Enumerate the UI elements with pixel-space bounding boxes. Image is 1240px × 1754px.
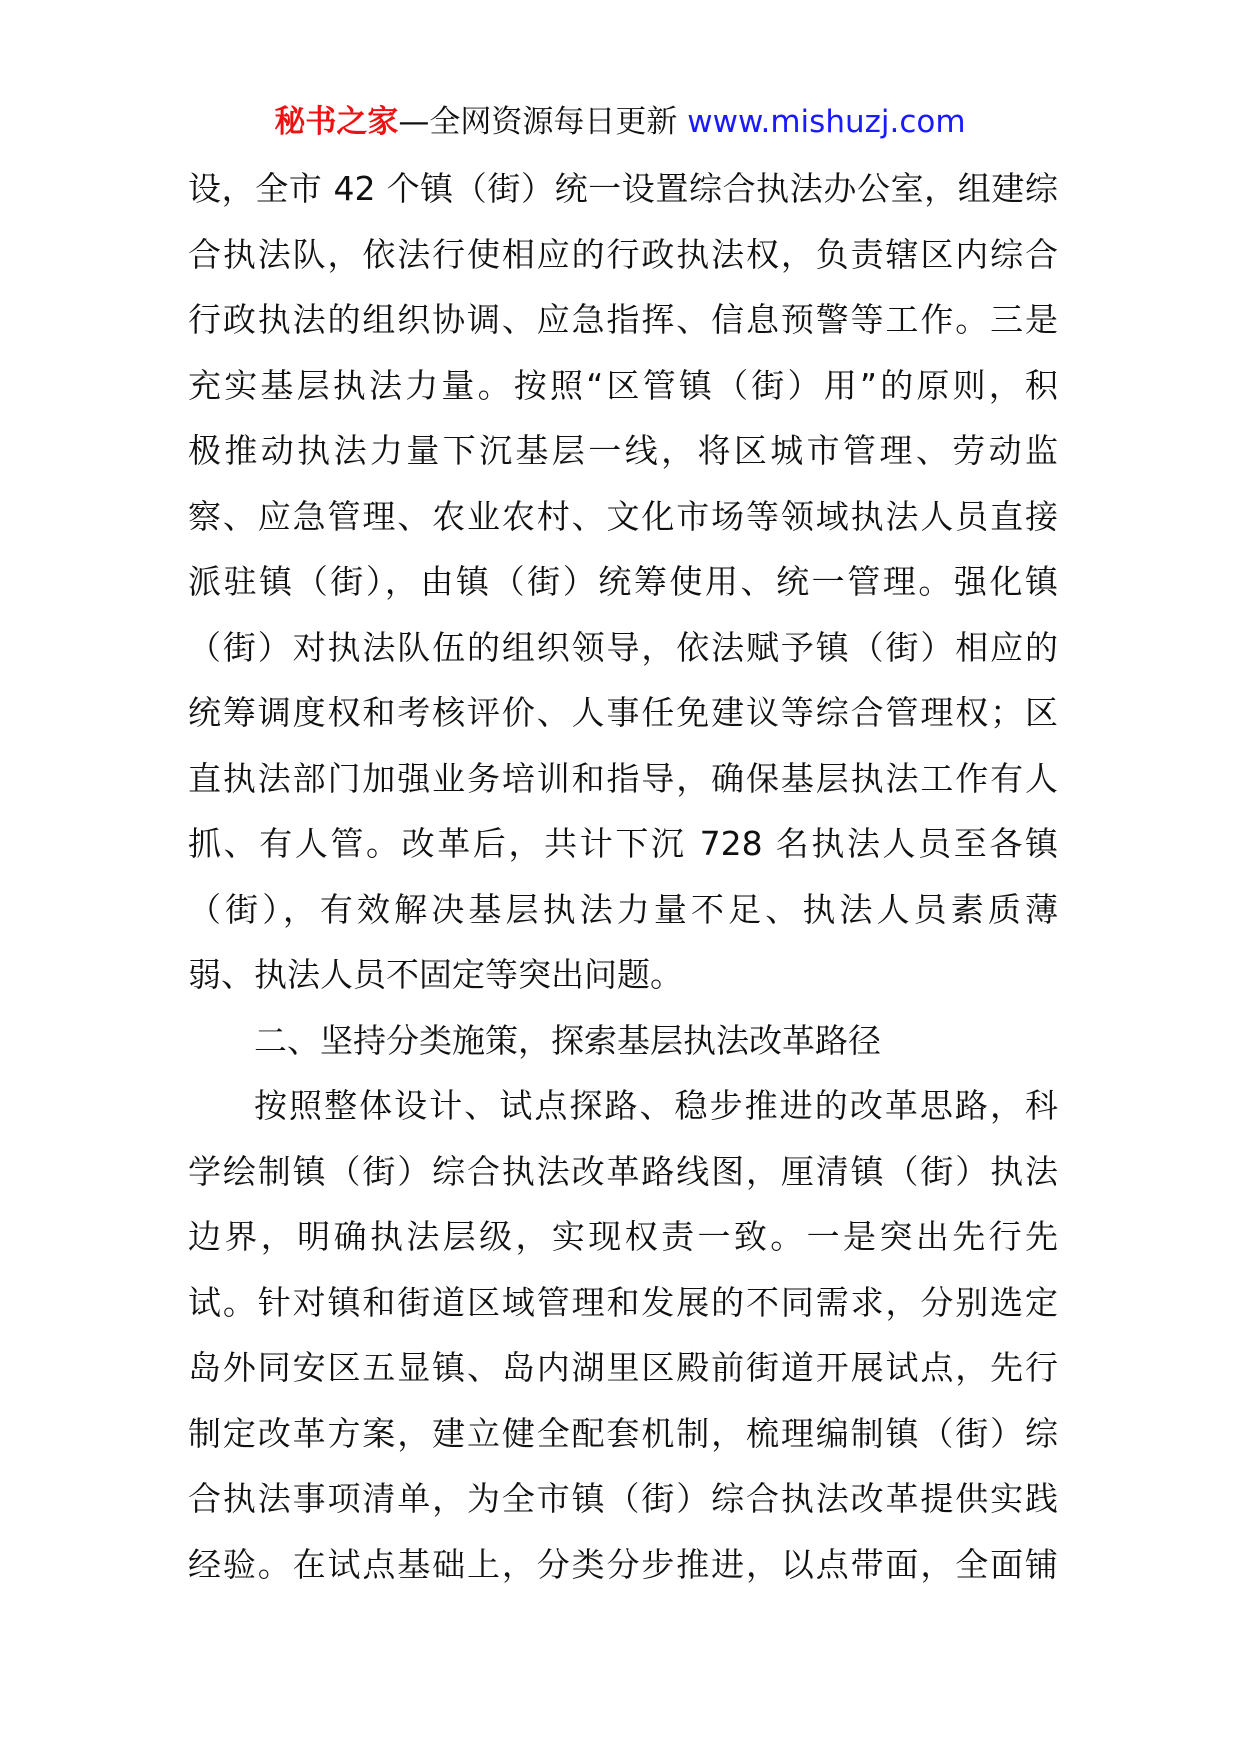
text-line: 极推动执法力量下沉基层一线，将区城市管理、劳动监 xyxy=(188,431,1058,470)
text-line: 设，全市 42 个镇（街）统一设置综合执法办公室，组建综 xyxy=(188,169,1058,208)
site-brand: 秘书之家 xyxy=(274,104,399,140)
text-line: 行政执法的组织协调、应急指挥、信息预警等工作。三是 xyxy=(188,300,1058,339)
text-line: 试。针对镇和街道区域管理和发展的不同需求，分别选定 xyxy=(188,1282,1058,1322)
text-line: 充实基层执法力量。按照“区管镇（街）用”的原则，积 xyxy=(188,365,1058,405)
text-line: 派驻镇（街），由镇（街）统筹使用、统一管理。强化镇 xyxy=(188,562,1058,601)
text-line: 合执法队，依法行使相应的行政执法权，负责辖区内综合 xyxy=(188,234,1058,274)
document-body xyxy=(188,163,1058,1604)
text-line: 察、应急管理、农业农村、文化市场等领域执法人员直接 xyxy=(188,496,1058,536)
site-tagline: —全网资源每日更新 xyxy=(398,104,678,140)
site-url-link[interactable]: www.mishuzj.com xyxy=(687,104,966,140)
text-line: 弱、执法人员不固定等突出问题。 xyxy=(188,955,683,994)
text-line: 经验。在试点基础上，分类分步推进，以点带面，全面铺 xyxy=(188,1544,1058,1584)
text-line: 制定改革方案，建立健全配套机制，梳理编制镇（街）综 xyxy=(188,1413,1058,1453)
text-line: 合执法事项清单，为全市镇（街）综合执法改革提供实践 xyxy=(188,1479,1058,1518)
text-line: 岛外同安区五显镇、岛内湖里区殿前街道开展试点，先行 xyxy=(188,1348,1058,1387)
text-line: （街），有效解决基层执法力量不足、执法人员素质薄 xyxy=(188,889,1058,929)
text-line: （街）对执法队伍的组织领导，依法赋予镇（街）相应的 xyxy=(188,627,1058,667)
text-line: 边界，明确执法层级，实现权责一致。一是突出先行先 xyxy=(188,1217,1058,1256)
text-line: 学绘制镇（街）综合执法改革路线图，厘清镇（街）执法 xyxy=(188,1151,1058,1191)
text-line: 直执法部门加强业务培训和指导，确保基层执法工作有人 xyxy=(188,758,1058,798)
text-line: 统筹调度权和考核评价、人事任免建议等综合管理权；区 xyxy=(188,693,1058,732)
text-line: 按照整体设计、试点探路、稳步推进的改革思路，科 xyxy=(254,1086,1058,1125)
text-line: 抓、有人管。改革后，共计下沉 728 名执法人员至各镇 xyxy=(188,824,1058,863)
site-header xyxy=(0,100,1240,144)
section-heading: 二、坚持分类施策，探索基层执法改革路径 xyxy=(254,1020,881,1060)
